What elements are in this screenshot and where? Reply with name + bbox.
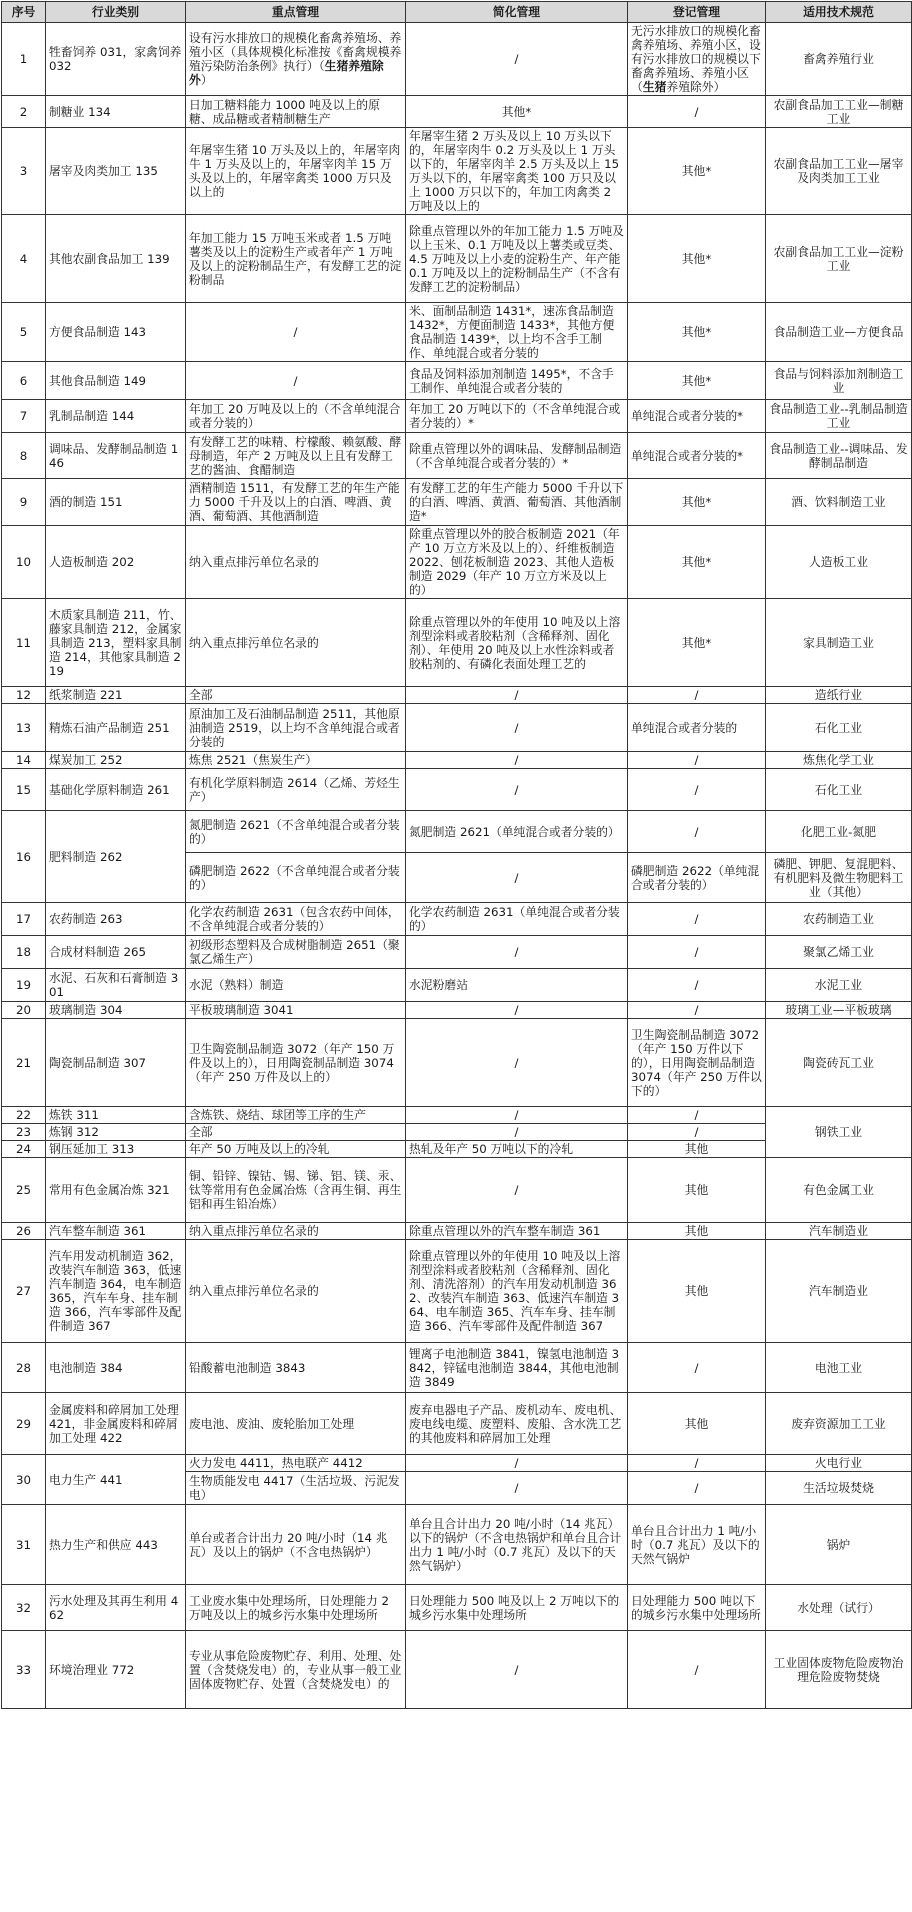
table-row bbox=[2, 433, 912, 479]
row-number: 22 bbox=[2, 1107, 46, 1124]
industry-cell: 酒的制造 151 bbox=[46, 479, 186, 526]
technical-spec-cell: 汽车制造业 bbox=[766, 1240, 912, 1343]
key-management-cell: 有发酵工艺的味精、柠檬酸、赖氨酸、酵母制造，年产 2 万吨及以上且有发酵工艺的酱油、食醋制造 bbox=[186, 433, 406, 479]
registration-management-cell: 其他 bbox=[628, 1223, 766, 1240]
header-row bbox=[2, 2, 912, 23]
key-management-cell: 氮肥制造 2621（不含单纯混合或者分装的） bbox=[186, 811, 406, 853]
industry-cell: 炼铁 311 bbox=[46, 1107, 186, 1124]
industry-cell: 煤炭加工 252 bbox=[46, 752, 186, 769]
table-row bbox=[2, 1107, 912, 1124]
registration-management-cell: / bbox=[628, 903, 766, 936]
bold-emphasis: 生猪 bbox=[642, 80, 667, 94]
industry-cell: 乳制品制造 144 bbox=[46, 400, 186, 433]
key-management-cell: 纳入重点排污单位名录的 bbox=[186, 526, 406, 599]
table-row bbox=[2, 1240, 912, 1343]
simplified-management-cell: 水泥粉磨站 bbox=[406, 969, 628, 1002]
industry-cell: 合成材料制造 265 bbox=[46, 936, 186, 969]
key-management-cell: 全部 bbox=[186, 687, 406, 704]
technical-spec-cell: 农副食品加工工业—制糖工业 bbox=[766, 96, 912, 128]
key-management-text: 设有污水排放口的规模化畜禽养殖场、养殖小区（具体规模化标准按《畜禽规模养殖污染防治条例》执行）（生猪养殖除外） bbox=[189, 31, 402, 87]
registration-management-cell: 其他 bbox=[628, 1240, 766, 1343]
row-number: 2 bbox=[2, 96, 46, 128]
col-header-seq: 序号 bbox=[2, 2, 46, 23]
registration-management-cell: / bbox=[628, 769, 766, 811]
industry-cell: 肥料制造 262 bbox=[46, 811, 186, 903]
row-number: 18 bbox=[2, 936, 46, 969]
registration-management-cell bbox=[628, 23, 766, 96]
technical-spec-cell: 陶瓷砖瓦工业 bbox=[766, 1019, 912, 1107]
row-number: 33 bbox=[2, 1631, 46, 1709]
technical-spec-cell: 食品制造工业—方便食品 bbox=[766, 303, 912, 362]
registration-management-cell: / bbox=[628, 1472, 766, 1505]
simplified-management-cell: 年屠宰生猪 2 万头及以上 10 万头以下的，年屠宰肉牛 0.2 万头及以上 1 万头以下的，年屠宰肉羊 2.5 万头及以上 15 万头以下的，年屠宰禽类 100 万只及以上 1000 万只以下的，年加工肉禽类 2 万吨及以上的 bbox=[406, 128, 628, 215]
key-management-cell: 铅酸蓄电池制造 3843 bbox=[186, 1343, 406, 1393]
simplified-management-cell: / bbox=[406, 23, 628, 96]
key-management-cell: 年加工能力 15 万吨玉米或者 1.5 万吨薯类及以上的淀粉生产或者年产 1 万吨及以上的淀粉制品生产，有发酵工艺的淀粉制品 bbox=[186, 215, 406, 303]
simplified-management-cell: 除重点管理以外的汽车整车制造 361 bbox=[406, 1223, 628, 1240]
row-number: 19 bbox=[2, 969, 46, 1002]
table-row bbox=[2, 23, 912, 96]
technical-spec-cell: 炼焦化学工业 bbox=[766, 752, 912, 769]
simplified-management-cell: / bbox=[406, 1455, 628, 1472]
table-row bbox=[2, 526, 912, 599]
registration-management-cell: 单台且合计出力 1 吨/小时（0.7 兆瓦）及以下的天然气锅炉 bbox=[628, 1505, 766, 1585]
row-number: 25 bbox=[2, 1158, 46, 1223]
registration-management-cell: / bbox=[628, 1343, 766, 1393]
registration-management-cell: / bbox=[628, 811, 766, 853]
industry-cell: 炼钢 312 bbox=[46, 1124, 186, 1141]
technical-spec-cell: 农副食品加工工业—屠宰及肉类加工工业 bbox=[766, 128, 912, 215]
key-management-cell bbox=[186, 23, 406, 96]
key-management-cell: 磷肥制造 2622（不含单纯混合或者分装的） bbox=[186, 853, 406, 903]
permit-classification-table bbox=[1, 1, 912, 1709]
col-header-registration-management: 登记管理 bbox=[628, 2, 766, 23]
technical-spec-cell: 畜禽养殖行业 bbox=[766, 23, 912, 96]
technical-spec-cell: 石化工业 bbox=[766, 704, 912, 752]
simplified-management-cell: 年加工 20 万吨以下的（不含单纯混合或者分装的）* bbox=[406, 400, 628, 433]
registration-management-cell: 日处理能力 500 吨以下的城乡污水集中处理场所 bbox=[628, 1585, 766, 1631]
industry-cell: 常用有色金属冶炼 321 bbox=[46, 1158, 186, 1223]
simplified-management-cell: / bbox=[406, 1107, 628, 1124]
table-row bbox=[2, 704, 912, 752]
key-management-cell: / bbox=[186, 362, 406, 400]
row-number: 17 bbox=[2, 903, 46, 936]
simplified-management-cell: 日处理能力 500 吨及以上 2 万吨以下的城乡污水集中处理场所 bbox=[406, 1585, 628, 1631]
technical-spec-cell: 水处理（试行） bbox=[766, 1585, 912, 1631]
table-row bbox=[2, 687, 912, 704]
simplified-management-cell: / bbox=[406, 687, 628, 704]
simplified-management-cell: / bbox=[406, 936, 628, 969]
registration-management-cell: 其他* bbox=[628, 526, 766, 599]
industry-cell: 调味品、发酵制品制造 146 bbox=[46, 433, 186, 479]
row-number: 21 bbox=[2, 1019, 46, 1107]
registration-management-cell: / bbox=[628, 1631, 766, 1709]
key-management-cell: 水泥（熟料）制造 bbox=[186, 969, 406, 1002]
technical-spec-cell: 人造板工业 bbox=[766, 526, 912, 599]
simplified-management-cell: 除重点管理以外的年使用 10 吨及以上溶剂型涂料或者胶粘剂（含稀释剂、固化剂、清洗溶剂）的汽车用发动机制造 362、改装汽车制造 363、低速汽车制造 364、电车制造 365、汽车车身、挂车制造 366、汽车零部件及配件制造 367 bbox=[406, 1240, 628, 1343]
technical-spec-cell: 石化工业 bbox=[766, 769, 912, 811]
registration-management-cell: / bbox=[628, 96, 766, 128]
industry-cell: 汽车用发动机制造 362，改装汽车制造 363，低速汽车制造 364，电车制造 365，汽车车身、挂车制造 366，汽车零部件及配件制造 367 bbox=[46, 1240, 186, 1343]
industry-cell: 农药制造 263 bbox=[46, 903, 186, 936]
technical-spec-cell: 玻璃工业—平板玻璃 bbox=[766, 1002, 912, 1019]
simplified-management-cell: / bbox=[406, 1124, 628, 1141]
row-number: 14 bbox=[2, 752, 46, 769]
industry-cell: 热力生产和供应 443 bbox=[46, 1505, 186, 1585]
table-row bbox=[2, 1002, 912, 1019]
industry-cell: 牲畜饲养 031，家禽饲养 032 bbox=[46, 23, 186, 96]
table-row bbox=[2, 1393, 912, 1455]
key-management-cell: 年屠宰生猪 10 万头及以上的，年屠宰肉牛 1 万头及以上的，年屠宰肉羊 15 万头及以上的，年屠宰禽类 1000 万只及以上的 bbox=[186, 128, 406, 215]
registration-management-cell: 单纯混合或者分装的* bbox=[628, 433, 766, 479]
industry-cell: 人造板制造 202 bbox=[46, 526, 186, 599]
table-row bbox=[2, 479, 912, 526]
simplified-management-cell: 化学农药制造 2631（单纯混合或者分装的） bbox=[406, 903, 628, 936]
simplified-management-cell: 除重点管理以外的年使用 10 吨及以上溶剂型涂料或者胶粘剂（含稀释剂、固化剂）、年使用 20 吨及以上水性涂料或者胶粘剂的、有磷化表面处理工艺的 bbox=[406, 599, 628, 687]
registration-management-cell: 磷肥制造 2622（单纯混合或者分装的） bbox=[628, 853, 766, 903]
key-management-cell: 酒精制造 1511，有发酵工艺的年生产能力 5000 千升及以上的白酒、啤酒、黄酒、葡萄酒、其他酒制造 bbox=[186, 479, 406, 526]
technical-spec-cell: 造纸行业 bbox=[766, 687, 912, 704]
row-number: 26 bbox=[2, 1223, 46, 1240]
registration-management-cell: 其他 bbox=[628, 1393, 766, 1455]
key-management-cell: 日加工糖料能力 1000 吨及以上的原糖、成品糖或者精制糖生产 bbox=[186, 96, 406, 128]
table-row bbox=[2, 769, 912, 811]
row-number: 16 bbox=[2, 811, 46, 903]
technical-spec-cell: 化肥工业-氮肥 bbox=[766, 811, 912, 853]
row-number: 24 bbox=[2, 1141, 46, 1158]
table-row bbox=[2, 128, 912, 215]
table-row bbox=[2, 1631, 912, 1709]
key-management-cell: 专业从事危险废物贮存、利用、处理、处置（含焚烧发电）的，专业从事一般工业固体废物贮存、处置（含焚烧发电）的 bbox=[186, 1631, 406, 1709]
technical-spec-cell: 聚氯乙烯工业 bbox=[766, 936, 912, 969]
technical-spec-cell: 锅炉 bbox=[766, 1505, 912, 1585]
key-management-cell: 原油加工及石油制品制造 2511，其他原油制造 2519，以上均不含单纯混合或者分装的 bbox=[186, 704, 406, 752]
simplified-management-cell: 其他* bbox=[406, 96, 628, 128]
registration-management-cell: 其他* bbox=[628, 599, 766, 687]
key-management-cell: 含炼铁、烧结、球团等工序的生产 bbox=[186, 1107, 406, 1124]
key-management-cell: 工业废水集中处理场所，日处理能力 2 万吨及以上的城乡污水集中处理场所 bbox=[186, 1585, 406, 1631]
technical-spec-cell: 生活垃圾焚烧 bbox=[766, 1472, 912, 1505]
table-row bbox=[2, 1019, 912, 1107]
table-row bbox=[2, 936, 912, 969]
simplified-management-cell: 除重点管理以外的年加工能力 1.5 万吨及以上玉米、0.1 万吨及以上薯类或豆类、4.5 万吨及以上小麦的淀粉生产、年产能 0.1 万吨及以上的淀粉制品生产（不含有发酵工艺的淀粉制品） bbox=[406, 215, 628, 303]
technical-spec-cell: 电池工业 bbox=[766, 1343, 912, 1393]
key-management-cell: 铜、铅锌、镍钴、锡、锑、铝、镁、汞、钛等常用有色金属冶炼（含再生铜、再生铝和再生铅冶炼） bbox=[186, 1158, 406, 1223]
table-row bbox=[2, 1223, 912, 1240]
industry-cell: 电池制造 384 bbox=[46, 1343, 186, 1393]
key-management-cell: 火力发电 4411，热电联产 4412 bbox=[186, 1455, 406, 1472]
key-management-cell: 纳入重点排污单位名录的 bbox=[186, 599, 406, 687]
technical-spec-cell: 磷肥、钾肥、复混肥料、有机肥料及微生物肥料工业（其他） bbox=[766, 853, 912, 903]
simplified-management-cell: 除重点管理以外的调味品、发酵制品制造（不含单纯混合或者分装的）* bbox=[406, 433, 628, 479]
technical-spec-cell: 水泥工业 bbox=[766, 969, 912, 1002]
industry-cell: 汽车整车制造 361 bbox=[46, 1223, 186, 1240]
row-number: 30 bbox=[2, 1455, 46, 1505]
row-number: 28 bbox=[2, 1343, 46, 1393]
row-number: 32 bbox=[2, 1585, 46, 1631]
technical-spec-cell: 食品制造工业--调味品、发酵制品制造 bbox=[766, 433, 912, 479]
table-row bbox=[2, 1505, 912, 1585]
industry-cell: 其他农副食品加工 139 bbox=[46, 215, 186, 303]
industry-cell: 污水处理及其再生利用 462 bbox=[46, 1585, 186, 1631]
registration-management-cell: / bbox=[628, 969, 766, 1002]
row-number: 1 bbox=[2, 23, 46, 96]
registration-management-cell: 单纯混合或者分装的* bbox=[628, 400, 766, 433]
table-row bbox=[2, 1158, 912, 1223]
table-row bbox=[2, 215, 912, 303]
bold-emphasis: 生猪养殖除外 bbox=[189, 59, 384, 87]
registration-management-cell: 其他* bbox=[628, 128, 766, 215]
industry-cell: 电力生产 441 bbox=[46, 1455, 186, 1505]
key-management-cell: 化学农药制造 2631（包含农药中间体，不含单纯混合或者分装的） bbox=[186, 903, 406, 936]
registration-management-text: 无污水排放口的规模化畜禽养殖场、养殖小区，设有污水排放口的规模以下畜禽养殖场、养殖小区（生猪养殖除外） bbox=[631, 24, 761, 94]
technical-spec-cell: 钢铁工业 bbox=[766, 1107, 912, 1158]
key-management-cell: 全部 bbox=[186, 1124, 406, 1141]
technical-spec-cell: 汽车制造业 bbox=[766, 1223, 912, 1240]
industry-cell: 水泥、石灰和石膏制造 301 bbox=[46, 969, 186, 1002]
row-number: 9 bbox=[2, 479, 46, 526]
table-row bbox=[2, 811, 912, 853]
simplified-management-cell: / bbox=[406, 1158, 628, 1223]
technical-spec-cell: 有色金属工业 bbox=[766, 1158, 912, 1223]
technical-spec-cell: 工业固体废物危险废物治理危险废物焚烧 bbox=[766, 1631, 912, 1709]
technical-spec-cell: 食品与饲料添加剂制造工业 bbox=[766, 362, 912, 400]
table-row bbox=[2, 96, 912, 128]
registration-management-cell: 单纯混合或者分装的 bbox=[628, 704, 766, 752]
registration-management-cell: / bbox=[628, 752, 766, 769]
industry-cell: 钢压延加工 313 bbox=[46, 1141, 186, 1158]
table-row bbox=[2, 1455, 912, 1472]
row-number: 7 bbox=[2, 400, 46, 433]
industry-cell: 纸浆制造 221 bbox=[46, 687, 186, 704]
row-number: 10 bbox=[2, 526, 46, 599]
simplified-management-cell: 单台且合计出力 20 吨/小时（14 兆瓦）以下的锅炉（不含电热锅炉和单台且合计出力 1 吨/小时（0.7 兆瓦）及以下的天然气锅炉） bbox=[406, 1505, 628, 1585]
industry-cell: 木质家具制造 211，竹、藤家具制造 212，金属家具制造 213，塑料家具制造 214，其他家具制造 219 bbox=[46, 599, 186, 687]
col-header-technical-spec: 适用技术规范 bbox=[766, 2, 912, 23]
technical-spec-cell: 火电行业 bbox=[766, 1455, 912, 1472]
industry-cell: 陶瓷制品制造 307 bbox=[46, 1019, 186, 1107]
key-management-cell: 平板玻璃制造 3041 bbox=[186, 1002, 406, 1019]
registration-management-cell: 其他* bbox=[628, 303, 766, 362]
simplified-management-cell: / bbox=[406, 1631, 628, 1709]
technical-spec-cell: 食品制造工业--乳制品制造工业 bbox=[766, 400, 912, 433]
row-number: 23 bbox=[2, 1124, 46, 1141]
row-number: 31 bbox=[2, 1505, 46, 1585]
simplified-management-cell: / bbox=[406, 853, 628, 903]
simplified-management-cell: / bbox=[406, 769, 628, 811]
technical-spec-cell: 农药制造工业 bbox=[766, 903, 912, 936]
simplified-management-cell: 除重点管理以外的胶合板制造 2021（年产 10 万立方米及以上的）、纤维板制造 2022、刨花板制造 2023、其他人造板制造 2029（年产 10 万立方米及以上的） bbox=[406, 526, 628, 599]
simplified-management-cell: / bbox=[406, 1002, 628, 1019]
registration-management-cell: 其他 bbox=[628, 1158, 766, 1223]
key-management-cell: 纳入重点排污单位名录的 bbox=[186, 1223, 406, 1240]
industry-cell: 环境治理业 772 bbox=[46, 1631, 186, 1709]
key-management-cell: / bbox=[186, 303, 406, 362]
key-management-cell: 初级形态塑料及合成树脂制造 2651（聚氯乙烯生产） bbox=[186, 936, 406, 969]
simplified-management-cell: 有发酵工艺的年生产能力 5000 千升以下的白酒、啤酒、黄酒、葡萄酒、其他酒制造* bbox=[406, 479, 628, 526]
simplified-management-cell: / bbox=[406, 1019, 628, 1107]
technical-spec-cell: 家具制造工业 bbox=[766, 599, 912, 687]
table-row bbox=[2, 1343, 912, 1393]
simplified-management-cell: 米、面制品制造 1431*，速冻食品制造 1432*，方便面制造 1433*，其他方便食品制造 1439*，以上均不含手工制作、单纯混合或者分装的 bbox=[406, 303, 628, 362]
key-management-cell: 生物质能发电 4417（生活垃圾、污泥发电） bbox=[186, 1472, 406, 1505]
registration-management-cell: 其他* bbox=[628, 215, 766, 303]
registration-management-cell: 其他* bbox=[628, 479, 766, 526]
col-header-industry: 行业类别 bbox=[46, 2, 186, 23]
col-header-key-management: 重点管理 bbox=[186, 2, 406, 23]
key-management-cell: 有机化学原料制造 2614（乙烯、芳烃生产） bbox=[186, 769, 406, 811]
table-row bbox=[2, 752, 912, 769]
registration-management-cell: / bbox=[628, 687, 766, 704]
row-number: 20 bbox=[2, 1002, 46, 1019]
row-number: 3 bbox=[2, 128, 46, 215]
key-management-cell: 单台或者合计出力 20 吨/小时（14 兆瓦）及以上的锅炉（不含电热锅炉） bbox=[186, 1505, 406, 1585]
table-row bbox=[2, 599, 912, 687]
simplified-management-cell: / bbox=[406, 1472, 628, 1505]
registration-management-cell: 其他 bbox=[628, 1141, 766, 1158]
industry-cell: 制糖业 134 bbox=[46, 96, 186, 128]
row-number: 13 bbox=[2, 704, 46, 752]
key-management-cell: 炼焦 2521（焦炭生产） bbox=[186, 752, 406, 769]
table-row bbox=[2, 1585, 912, 1631]
technical-spec-cell: 农副食品加工工业—淀粉工业 bbox=[766, 215, 912, 303]
registration-management-cell: 其他* bbox=[628, 362, 766, 400]
simplified-management-cell: / bbox=[406, 704, 628, 752]
industry-cell: 精炼石油产品制造 251 bbox=[46, 704, 186, 752]
industry-cell: 其他食品制造 149 bbox=[46, 362, 186, 400]
simplified-management-cell: 食品及饲料添加剂制造 1495*，不含手工制作、单纯混合或者分装的 bbox=[406, 362, 628, 400]
row-number: 29 bbox=[2, 1393, 46, 1455]
registration-management-cell: / bbox=[628, 1124, 766, 1141]
simplified-management-cell: 热轧及年产 50 万吨以下的冷轧 bbox=[406, 1141, 628, 1158]
table-row bbox=[2, 400, 912, 433]
industry-cell: 玻璃制造 304 bbox=[46, 1002, 186, 1019]
registration-management-cell: / bbox=[628, 1002, 766, 1019]
row-number: 4 bbox=[2, 215, 46, 303]
table-row bbox=[2, 903, 912, 936]
row-number: 27 bbox=[2, 1240, 46, 1343]
registration-management-cell: / bbox=[628, 1455, 766, 1472]
key-management-cell: 年产 50 万吨及以上的冷轧 bbox=[186, 1141, 406, 1158]
simplified-management-cell: / bbox=[406, 752, 628, 769]
row-number: 6 bbox=[2, 362, 46, 400]
table-row bbox=[2, 969, 912, 1002]
registration-management-cell: / bbox=[628, 936, 766, 969]
key-management-cell: 卫生陶瓷制品制造 3072（年产 150 万件及以上的），日用陶瓷制品制造 3074（年产 250 万件及以上的） bbox=[186, 1019, 406, 1107]
industry-cell: 屠宰及肉类加工 135 bbox=[46, 128, 186, 215]
row-number: 5 bbox=[2, 303, 46, 362]
registration-management-cell: 卫生陶瓷制品制造 3072（年产 150 万件以下的），日用陶瓷制品制造 3074（年产 250 万件以下的） bbox=[628, 1019, 766, 1107]
simplified-management-cell: 氮肥制造 2621（单纯混合或者分装的） bbox=[406, 811, 628, 853]
row-number: 15 bbox=[2, 769, 46, 811]
technical-spec-cell: 酒、饮料制造工业 bbox=[766, 479, 912, 526]
key-management-cell: 废电池、废油、废轮胎加工处理 bbox=[186, 1393, 406, 1455]
key-management-cell: 年加工 20 万吨及以上的（不含单纯混合或者分装的） bbox=[186, 400, 406, 433]
industry-cell: 方便食品制造 143 bbox=[46, 303, 186, 362]
col-header-simplified-management: 简化管理 bbox=[406, 2, 628, 23]
row-number: 11 bbox=[2, 599, 46, 687]
registration-management-cell: / bbox=[628, 1107, 766, 1124]
table-row bbox=[2, 362, 912, 400]
technical-spec-cell: 废弃资源加工工业 bbox=[766, 1393, 912, 1455]
industry-cell: 基础化学原料制造 261 bbox=[46, 769, 186, 811]
industry-cell: 金属废料和碎屑加工处理 421，非金属废料和碎屑加工处理 422 bbox=[46, 1393, 186, 1455]
row-number: 8 bbox=[2, 433, 46, 479]
simplified-management-cell: 锂离子电池制造 3841，镍氢电池制造 3842，锌锰电池制造 3844，其他电池制造 3849 bbox=[406, 1343, 628, 1393]
key-management-cell: 纳入重点排污单位名录的 bbox=[186, 1240, 406, 1343]
table-row bbox=[2, 303, 912, 362]
simplified-management-cell: 废弃电器电子产品、废机动车、废电机、废电线电缆、废塑料、废船、含水洗工艺的其他废料和碎屑加工处理 bbox=[406, 1393, 628, 1455]
row-number: 12 bbox=[2, 687, 46, 704]
